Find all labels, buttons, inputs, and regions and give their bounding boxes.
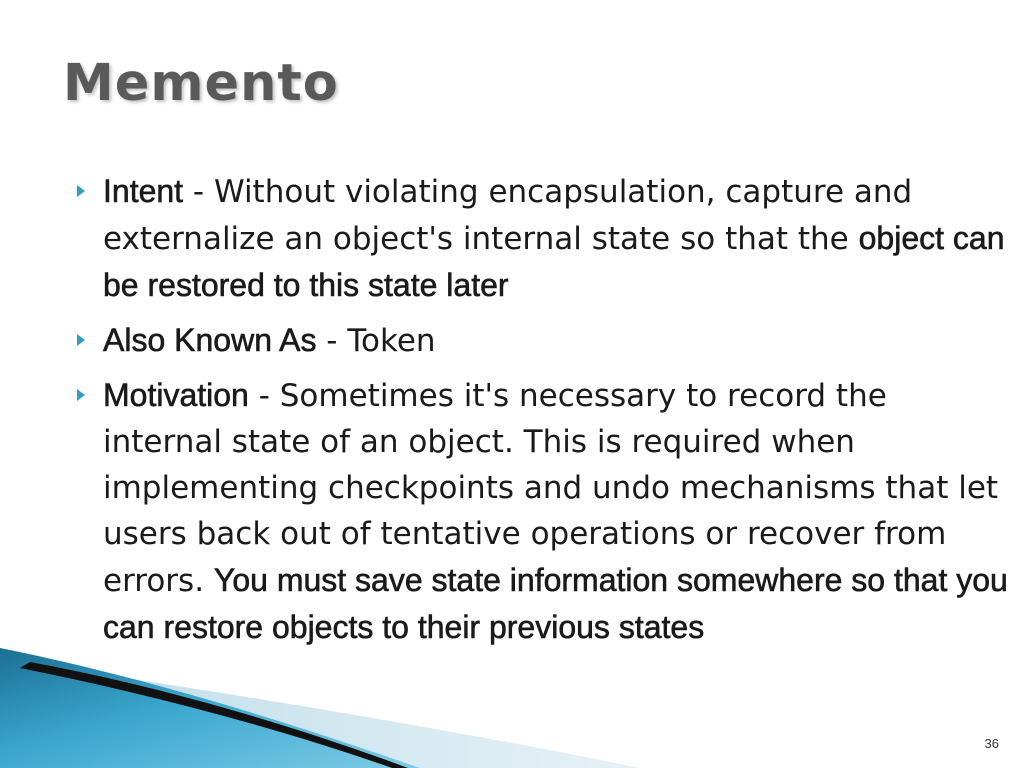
wave-light-band [0, 660, 640, 768]
bullet-arrow-icon [77, 389, 85, 401]
bullet-arrow-icon [77, 334, 85, 346]
bullet-separator: - [183, 174, 214, 210]
bullet-text: Without violating encapsulation, capture and externalize an object's internal state so that the [103, 174, 913, 257]
bullet-text: Sometimes it's necessary to record the internal state of an object. This is required when implementing checkpoints and undo mechanisms that let users back out of tentative operations or recover from errors. [103, 378, 999, 599]
bullet-separator: - [248, 378, 280, 414]
wave-blue-band [0, 648, 420, 768]
bullet-term: Also Known As [103, 322, 317, 358]
bullet-motivation [74, 372, 1014, 651]
wave-dark-stripe [20, 662, 408, 768]
bullet-term: Intent [103, 173, 184, 209]
bullet-separator: - [316, 323, 348, 359]
slide-title: Memento [63, 54, 339, 113]
bullet-text: Token [347, 323, 436, 359]
bullet-term: Motivation [103, 377, 249, 413]
bullet-also-known-as [74, 317, 1014, 364]
slide-number: 36 [984, 736, 999, 751]
bullet-intent [74, 168, 1014, 309]
bullet-arrow-icon [77, 185, 85, 197]
bullet-emphasis: You must save state information somewhere so that you can restore objects to their previous states [103, 562, 1008, 645]
bullet-emphasis: object can be restored to this state later [103, 220, 1005, 303]
bullet-list [74, 168, 1014, 659]
